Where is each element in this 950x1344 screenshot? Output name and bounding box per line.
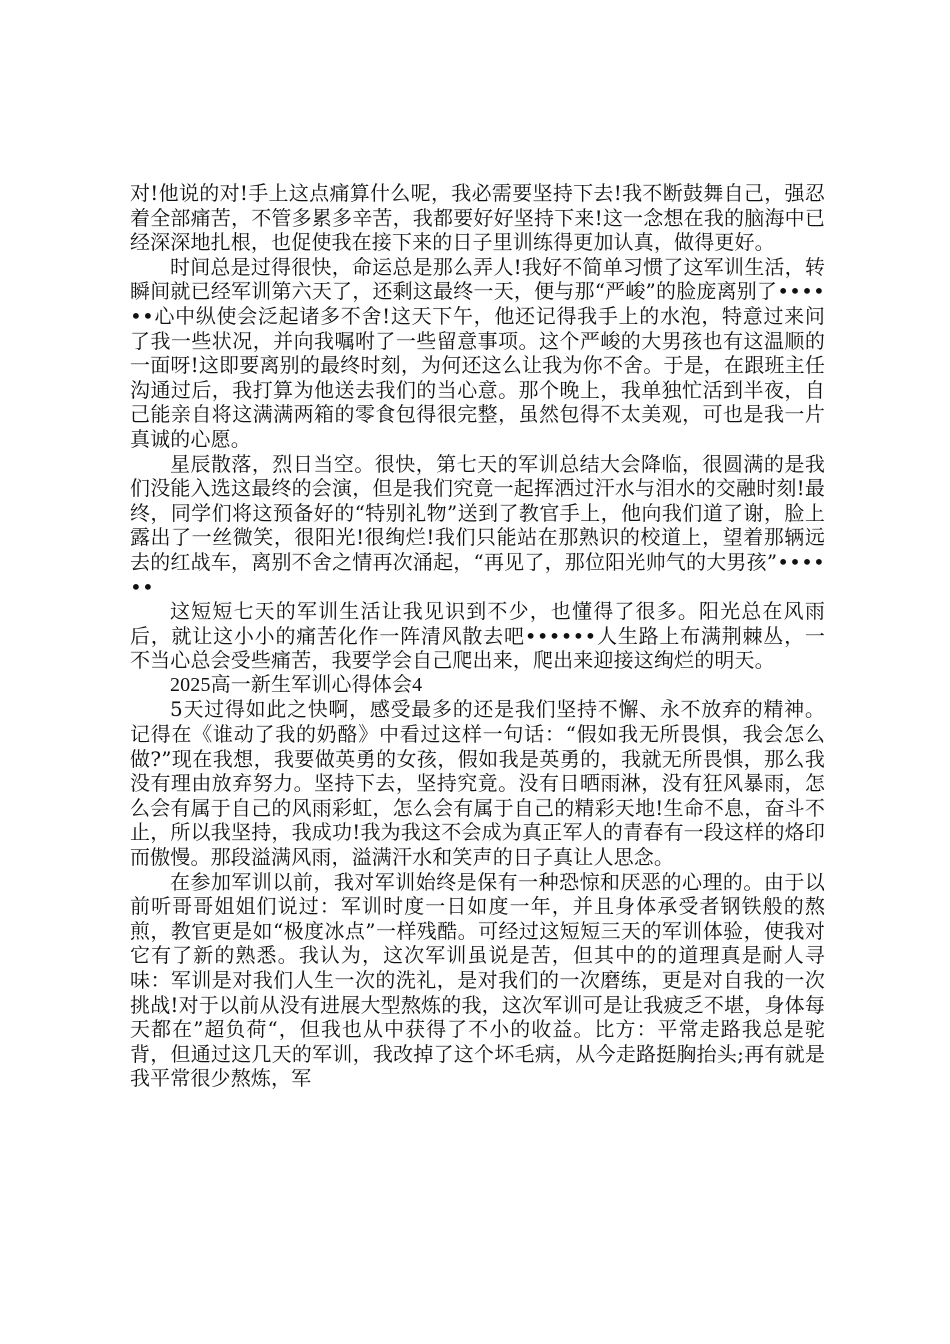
paragraph: 星辰散落，烈日当空。很快，第七天的军训总结大会降临，很圆满的是我们没能入选这最终的会演，但是我们究竟一起挥洒过汗水与泪水的交融时刻!最终，同学们将这预备好的“特别礼物”送到了教官手上，他向我们道了谢，脸上露出了一丝微笑，很阳光!很绚烂!我们只能站在那熟识的校道上，望着那辆远去的红战车，离别不舍之情再次涌起，“再见了，那位阳光帅气的大男孩”•••••• <box>130 451 825 599</box>
paragraph: 在参加军训以前，我对军训始终是保有一种恐惊和厌恶的心理的。由于以前听哥哥姐姐们说过：军训时度一日如度一年，并且身体承受者钢铁般的熬煎，教官更是如“极度冰点”一样残酷。可经过这短短三天的军训体验，使我对它有了新的熟悉。我认为，这次军训虽说是苦，但其中的的道理真是耐人寻味：军训是对我们人生一次的洗礼，是对我们的一次磨练，更是对自我的一次挑战!对于以前从没有进展大型熬炼的我，这次军训可是让我疲乏不堪，身体每天都在”超负荷“，但我也从中获得了不小的收益。比方：平常走路我总是驼背，但通过这几天的军训，我改掉了这个坏毛病，从今走路挺胸抬头;再有就是我平常很少熬炼，军 <box>130 869 825 1091</box>
document-body <box>130 181 825 1091</box>
paragraph: 时间总是过得很快，命运总是那么弄人!我好不简单习惯了这军训生活，转瞬间就已经军训第六天了，还剩这最终一天，便与那“严峻”的脸庞离别了••••••心中纵使会泛起诸多不舍!这天下午，他还记得我手上的水泡，特意过来问了我一些状况，并向我嘱咐了一些留意事项。这个严峻的大男孩也有这温顺的一面呀!这即要离别的最终时刻，为何还这么让我为你不舍。于是，在跟班主任沟通过后，我打算为他送去我们的当心意。那个晚上，我单独忙活到半夜，自己能亲自将这满满两箱的零食包得很完整，虽然包得不太美观，可也是我一片真诚的心愿。 <box>130 254 825 451</box>
paragraph: 这短短七天的军训生活让我见识到不少，也懂得了很多。阳光总在风雨后，就让这小小的痛苦化作一阵清风散去吧••••••人生路上布满荆棘丛，一不当心总会受些痛苦，我要学会自己爬出来，爬出来迎接这绚烂的明天。 <box>130 599 825 673</box>
section-heading: 2025高一新生军训心得体会4 <box>170 673 423 696</box>
paragraph: 对!他说的对!手上这点痛算什么呢，我必需要坚持下去!我不断鼓舞自己，强忍着全部痛苦，不管多累多辛苦，我都要好好坚持下来!这一念想在我的脑海中已经深深地扎根，也促使我在接下来的日子里训练得更加认真，做得更好。 <box>130 181 825 255</box>
paragraph: 5天过得如此之快啊，感受最多的还是我们坚持不懈、永不放弃的精神。记得在《谁动了我的奶酪》中看过这样一句话：“假如我无所畏惧，我会怎么做?”现在我想，我要做英勇的女孩，假如我是英勇的，我就无所畏惧，那么我没有理由放弃努力。坚持下去，坚持究竟。没有日晒雨淋，没有狂风暴雨，怎么会有属于自己的风雨彩虹，怎么会有属于自己的精彩天地!生命不息，奋斗不止，所以我坚持，我成功!我为我这不会成为真正军人的青春有一段这样的烙印而傲慢。那段溢满风雨，溢满汗水和笑声的日子真让人思念。 <box>130 697 825 870</box>
